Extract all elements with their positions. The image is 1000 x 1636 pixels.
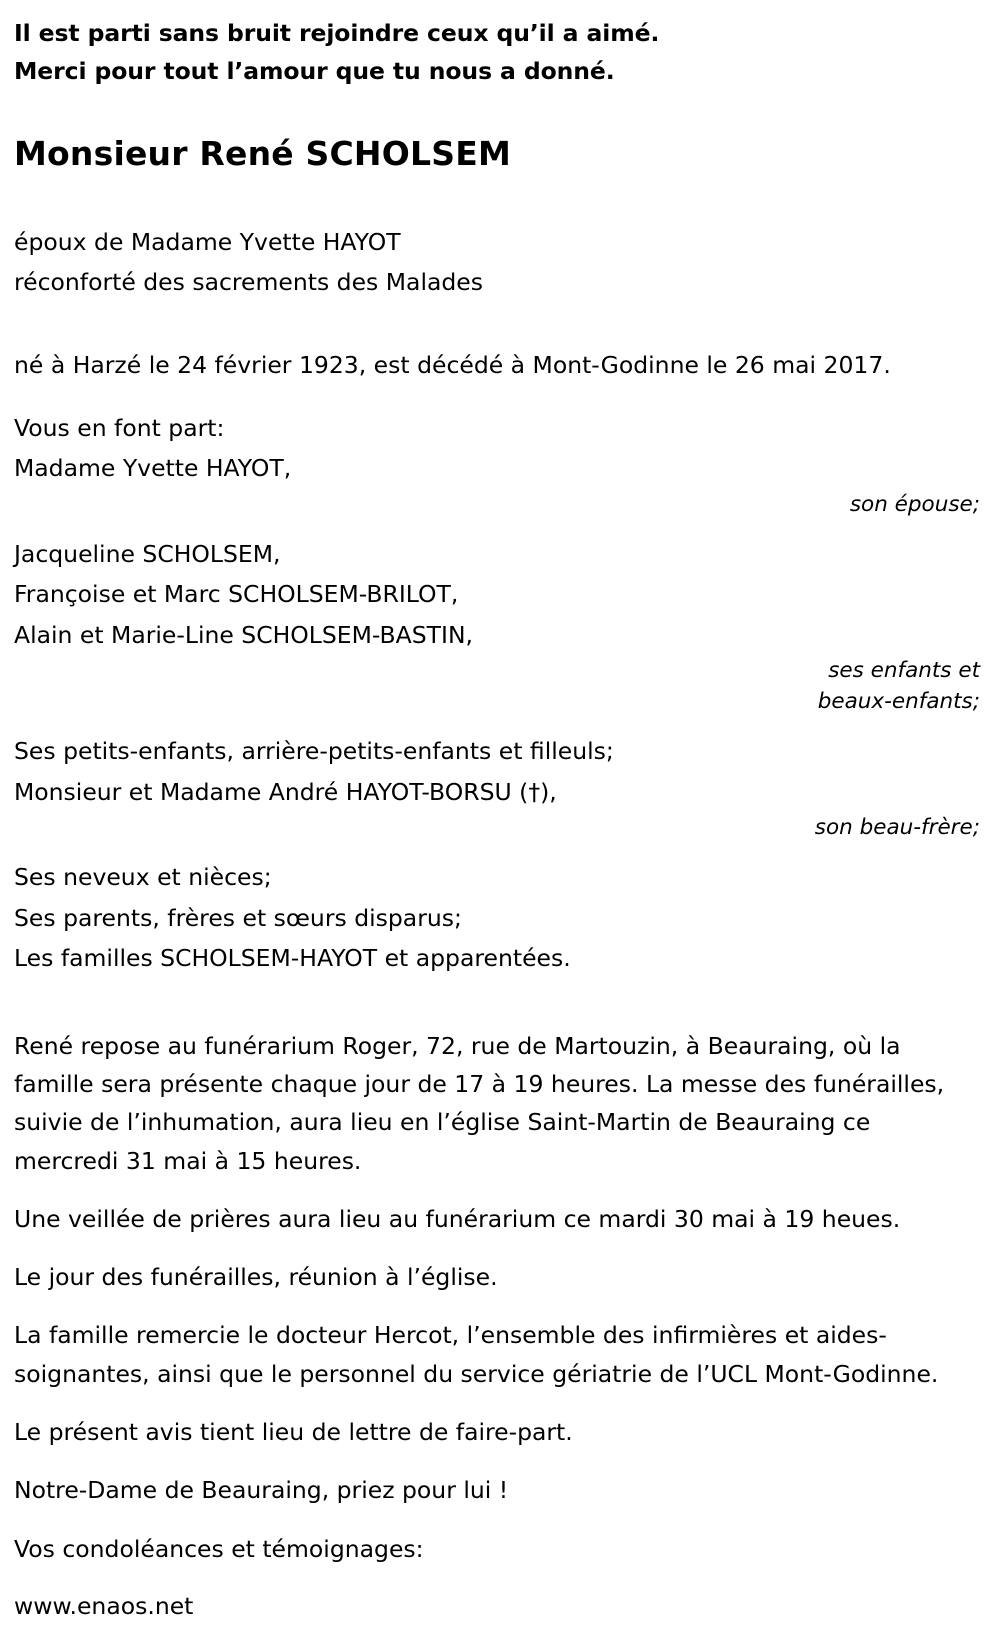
survivor-name: Alain et Marie-Line SCHOLSEM-BASTIN, — [14, 620, 474, 649]
spacer — [14, 843, 982, 857]
epitaph-line-2: Merci pour tout l’amour que tu nous a donné. — [14, 57, 615, 86]
survivor-group — [14, 731, 982, 843]
epitaph — [14, 14, 982, 90]
survivor-relation: son épouse; — [849, 491, 980, 517]
survivor-name: Monsieur et Madame André HAYOT-BORSU (†), — [14, 777, 557, 806]
epitaph-line-1: Il est parti sans bruit rejoindre ceux qu’il a aimé. — [14, 19, 660, 47]
website-url[interactable]: www.enaos.net — [14, 1591, 194, 1620]
service-paragraph: René repose au funérarium Roger, 72, rue de Martouzin, à Beauraing, où la famille sera présente chaque jour de 17 à 19 heures. La messe des funérailles, suivie de l’inhumation, aura lieu en l’église Saint-Martin de Beauraing ce mercredi 31 mai à 15 heures. — [14, 1031, 945, 1175]
birth-death-line: né à Harzé le 24 février 1923, est décédé à Mont-Godinne le 26 mai 2017. — [14, 350, 891, 379]
condolences-label: Vos condoléances et témoignages: — [14, 1534, 424, 1563]
survivor-group — [14, 857, 982, 978]
survivor-name: Françoise et Marc SCHOLSEM-BRILOT, — [14, 580, 459, 609]
survivor-name: Ses neveux et nièces; — [14, 863, 272, 892]
spouse-line-1: époux de Madame Yvette HAYOT — [14, 227, 401, 256]
survivor-relation: ses enfants et — [828, 658, 980, 684]
service-paragraph: Le présent avis tient lieu de lettre de faire-part. — [14, 1418, 573, 1447]
survivor-group — [14, 534, 982, 718]
spacer — [14, 717, 982, 731]
survivor-name: Madame Yvette HAYOT, — [14, 454, 292, 483]
survivors-list — [14, 408, 982, 979]
service-paragraph: Le jour des funérailles, réunion à l’église. — [14, 1263, 498, 1292]
spouse-info — [14, 222, 982, 303]
spacer — [14, 520, 982, 534]
service-paragraph: La famille remercie le docteur Hercot, l’ensemble des infirmières et aides-soignantes, ainsi que le personnel du service gériatrie de l’UCL Mont-Godinne. — [14, 1321, 939, 1388]
deceased-name: Monsieur René SCHOLSEM — [14, 134, 511, 174]
spouse-line-2: réconforté des sacrements des Malades — [14, 268, 483, 297]
survivor-name: Ses petits-enfants, arrière-petits-enfants et filleuls; — [14, 737, 614, 766]
survivor-relation: son beau-frère; — [814, 815, 980, 841]
survivor-group — [14, 448, 982, 520]
survivor-name: Les familles SCHOLSEM-HAYOT et apparentées. — [14, 944, 571, 973]
service-paragraph: Notre-Dame de Beauraing, priez pour lui ! — [14, 1476, 509, 1505]
service-paragraph: Une veillée de prières aura lieu au funérarium ce mardi 30 mai à 19 heues. — [14, 1204, 901, 1233]
birth-death-info — [14, 345, 982, 385]
survivor-name: Jacqueline SCHOLSEM, — [14, 539, 281, 568]
survivor-name: Ses parents, frères et sœurs disparus; — [14, 903, 462, 932]
announce-intro: Vous en font part: — [14, 413, 225, 442]
survivor-relation: beaux-enfants; — [817, 689, 980, 715]
service-details — [14, 1027, 982, 1568]
